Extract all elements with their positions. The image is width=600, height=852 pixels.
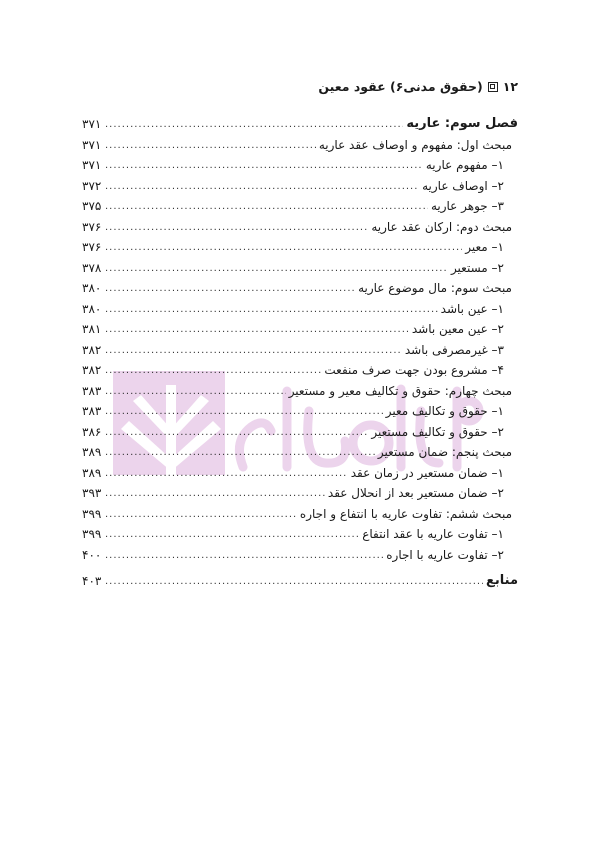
- toc-entry-page: ۳۹۳: [82, 486, 102, 500]
- toc-entry-label: ۱– عین باشد: [440, 301, 504, 316]
- square-box-icon: [488, 82, 498, 92]
- toc-entry-subsection[interactable]: [82, 193, 518, 214]
- toc-entry-label: ۲– اوصاف عاریه: [422, 178, 504, 193]
- toc-entry-subsection[interactable]: [82, 459, 518, 480]
- dot-leader: [105, 405, 383, 418]
- toc-entry-page: ۳۸۶: [82, 424, 102, 439]
- toc-entry-page: ۳۸۰: [82, 281, 102, 295]
- toc-entry-page: ۳۷۶: [82, 219, 102, 234]
- dot-leader: [105, 549, 383, 562]
- dot-leader: [105, 118, 403, 131]
- toc-entry-label: ۱– تفاوت عاریه با عقد انتفاع: [362, 527, 504, 541]
- toc-entry-page: ۳۹۹: [82, 527, 102, 541]
- toc-entry-subsection[interactable]: [82, 521, 518, 542]
- dot-leader: [105, 159, 423, 172]
- toc-entry-label: ۱– معیر: [465, 240, 504, 254]
- dot-leader: [105, 364, 321, 377]
- toc-entry-subsection[interactable]: [82, 541, 518, 562]
- toc-entry-page: ۳۸۹: [82, 445, 102, 459]
- toc-entry-subsection[interactable]: [82, 316, 518, 337]
- toc-entry-label: ۲– تفاوت عاریه با اجاره: [386, 547, 504, 562]
- toc-entry-label: ۲– مستعیر: [450, 260, 504, 275]
- table-of-contents: [82, 110, 518, 588]
- toc-entry-label: مبحث ششم: تفاوت عاریه با انتفاع و اجاره: [299, 506, 512, 521]
- toc-entry-label: ۱– ضمان مستعیر در زمان عقد: [350, 465, 504, 480]
- dot-leader: [105, 446, 375, 459]
- running-header: [318, 79, 518, 94]
- toc-entry-subsection[interactable]: [82, 336, 518, 357]
- dot-leader: [105, 180, 419, 193]
- toc-entry-label: فصل سوم: عاریه: [406, 116, 518, 131]
- dot-leader: [105, 200, 428, 213]
- toc-entry-label: ۲– ضمان مستعیر بعد از انحلال عقد: [327, 486, 504, 500]
- toc-entry-label: مبحث چهارم: حقوق و تکالیف معیر و مستعیر: [288, 383, 512, 398]
- toc-entry-page: ۳۸۲: [82, 342, 102, 357]
- toc-entry-label: مبحث اول: مفهوم و اوصاف عقد عاریه: [318, 137, 512, 152]
- toc-entry-label: ۳– جوهر عاریه: [430, 199, 504, 213]
- toc-entry-section[interactable]: [82, 275, 518, 296]
- toc-entry-section[interactable]: [82, 213, 518, 234]
- toc-entry-page: ۳۷۱: [82, 137, 102, 152]
- toc-entry-label: ۲– عین معین باشد: [411, 322, 504, 336]
- dot-leader: [105, 139, 316, 152]
- toc-entry-page: ۳۸۳: [82, 404, 102, 418]
- dot-leader: [105, 528, 359, 541]
- header-page-number: ۱۲: [502, 79, 518, 94]
- toc-entry-page: ۴۰۰: [82, 547, 102, 562]
- toc-entry-section[interactable]: [82, 439, 518, 460]
- dot-leader: [105, 323, 409, 336]
- toc-entry-page: ۳۷۶: [82, 240, 102, 254]
- toc-entry-subsection[interactable]: [82, 172, 518, 193]
- dot-leader: [105, 426, 368, 439]
- toc-entry-label: مبحث دوم: ارکان عقد عاریه: [371, 219, 512, 234]
- toc-entry-label: ۴– مشروع بودن جهت صرف منفعت: [324, 363, 504, 377]
- dot-leader: [105, 487, 325, 500]
- toc-entry-subsection[interactable]: [82, 254, 518, 275]
- toc-entry-subsection[interactable]: [82, 398, 518, 419]
- toc-entry-page: ۳۸۱: [82, 322, 102, 336]
- toc-entry-page: ۳۷۲: [82, 178, 102, 193]
- toc-entry-page: ۳۷۱: [82, 117, 102, 131]
- toc-entry-page: ۳۸۰: [82, 301, 102, 316]
- dot-leader: [105, 344, 402, 357]
- dot-leader: [105, 282, 355, 295]
- toc-entry-label: ۱– حقوق و تکالیف معیر: [385, 404, 504, 418]
- dot-leader: [105, 303, 438, 316]
- toc-entry-references[interactable]: [82, 567, 518, 588]
- toc-entry-label: مبحث سوم: مال موضوع عاریه: [358, 281, 512, 295]
- toc-entry-section[interactable]: [82, 377, 518, 398]
- dot-leader: [105, 385, 286, 398]
- toc-entry-subsection[interactable]: [82, 234, 518, 255]
- dot-leader: [105, 575, 483, 588]
- toc-entry-subsection[interactable]: [82, 418, 518, 439]
- toc-entry-label: ۳– غیرمصرفی باشد: [404, 342, 504, 357]
- toc-entry-page: ۳۷۸: [82, 260, 102, 275]
- dot-leader: [105, 241, 462, 254]
- toc-entry-page: ۳۸۹: [82, 465, 102, 480]
- toc-entry-section[interactable]: [82, 500, 518, 521]
- header-book-title: (حقوق مدنی۶) عقود معین: [318, 79, 483, 94]
- toc-entry-subsection[interactable]: [82, 295, 518, 316]
- dot-leader: [105, 221, 368, 234]
- toc-entry-chapter[interactable]: [82, 110, 518, 131]
- toc-entry-label: ۲– حقوق و تکالیف مستعیر: [371, 424, 504, 439]
- dot-leader: [105, 262, 448, 275]
- toc-entry-page: ۳۸۲: [82, 363, 102, 377]
- toc-entry-page: ۳۷۵: [82, 199, 102, 213]
- toc-entry-subsection[interactable]: [82, 480, 518, 501]
- toc-entry-label: منابع: [486, 572, 518, 588]
- toc-entry-label: مبحث پنجم: ضمان مستعیر: [377, 445, 512, 459]
- toc-entry-page: ۳۸۳: [82, 383, 102, 398]
- toc-entry-subsection[interactable]: [82, 152, 518, 173]
- toc-entry-page: ۳۷۱: [82, 158, 102, 172]
- toc-entry-label: ۱– مفهوم عاریه: [425, 158, 504, 172]
- toc-entry-page: ۳۹۹: [82, 506, 102, 521]
- toc-entry-page: ۴۰۳: [82, 573, 102, 588]
- toc-entry-section[interactable]: [82, 131, 518, 152]
- dot-leader: [105, 467, 348, 480]
- dot-leader: [105, 508, 297, 521]
- toc-entry-subsection[interactable]: [82, 357, 518, 378]
